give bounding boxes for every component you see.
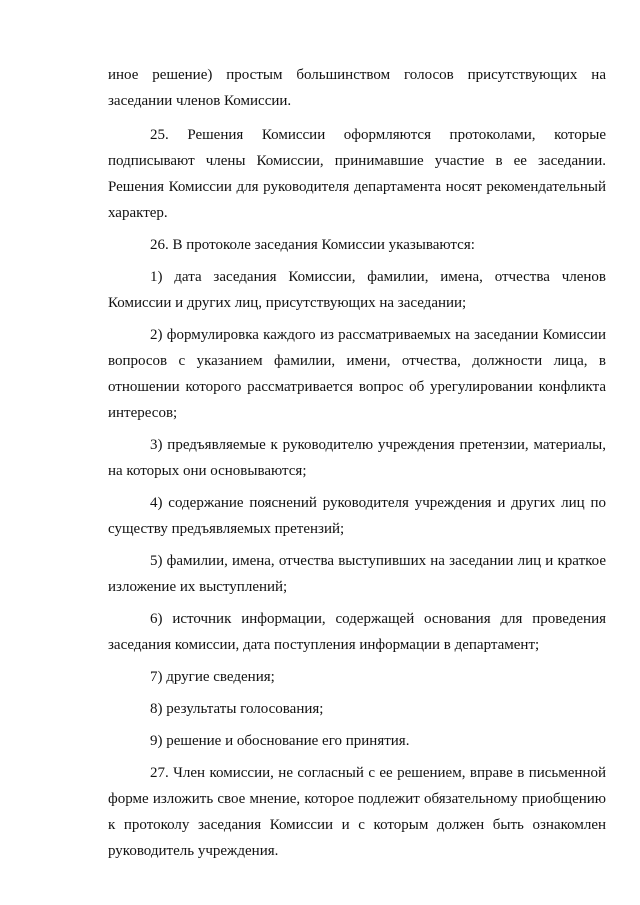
list-item-8: 8) результаты голосования; <box>150 701 324 717</box>
list-item-6: 6) источник информации, содержащей основания для проведения заседания комиссии, дата поступления информации в департамент; <box>108 611 606 653</box>
paragraph-continuation: иное решение) простым большинством голосов присутствующих на заседании членов Комиссии. <box>108 67 606 109</box>
paragraph-item-27: 27. Член комиссии, не согласный с ее решением, вправе в письменной форме изложить свое мнение, которое подлежит обязательному приобщению к протоколу заседания Комиссии и с которым должен быть ознакомлен руководитель учреждения. <box>108 765 606 859</box>
list-item-3: 3) предъявляемые к руководителю учреждения претензии, материалы, на которых они основываются; <box>108 437 606 479</box>
list-item-5: 5) фамилии, имена, отчества выступивших на заседании лиц и краткое изложение их выступлений; <box>108 553 606 595</box>
list-item-9: 9) решение и обоснование его принятия. <box>150 733 410 749</box>
list-item-2: 2) формулировка каждого из рассматриваемых на заседании Комиссии вопросов с указанием фамилии, имени, отчества, должности лица, в отношении которого рассматривается вопрос об урегулировании конфликта интересов; <box>108 327 606 421</box>
list-item-7: 7) другие сведения; <box>150 669 275 685</box>
list-item-1: 1) дата заседания Комиссии, фамилии, имена, отчества членов Комиссии и других лиц, присутствующих на заседании; <box>108 269 606 311</box>
paragraph-item-26: 26. В протоколе заседания Комиссии указываются: <box>150 237 475 253</box>
paragraph-item-25: 25. Решения Комиссии оформляются протоколами, которые подписывают члены Комиссии, принимавшие участие в ее заседании. Решения Комиссии для руководителя департамента носят рекомендательный характер. <box>108 127 606 221</box>
list-item-4: 4) содержание пояснений руководителя учреждения и других лиц по существу предъявляемых претензий; <box>108 495 606 537</box>
